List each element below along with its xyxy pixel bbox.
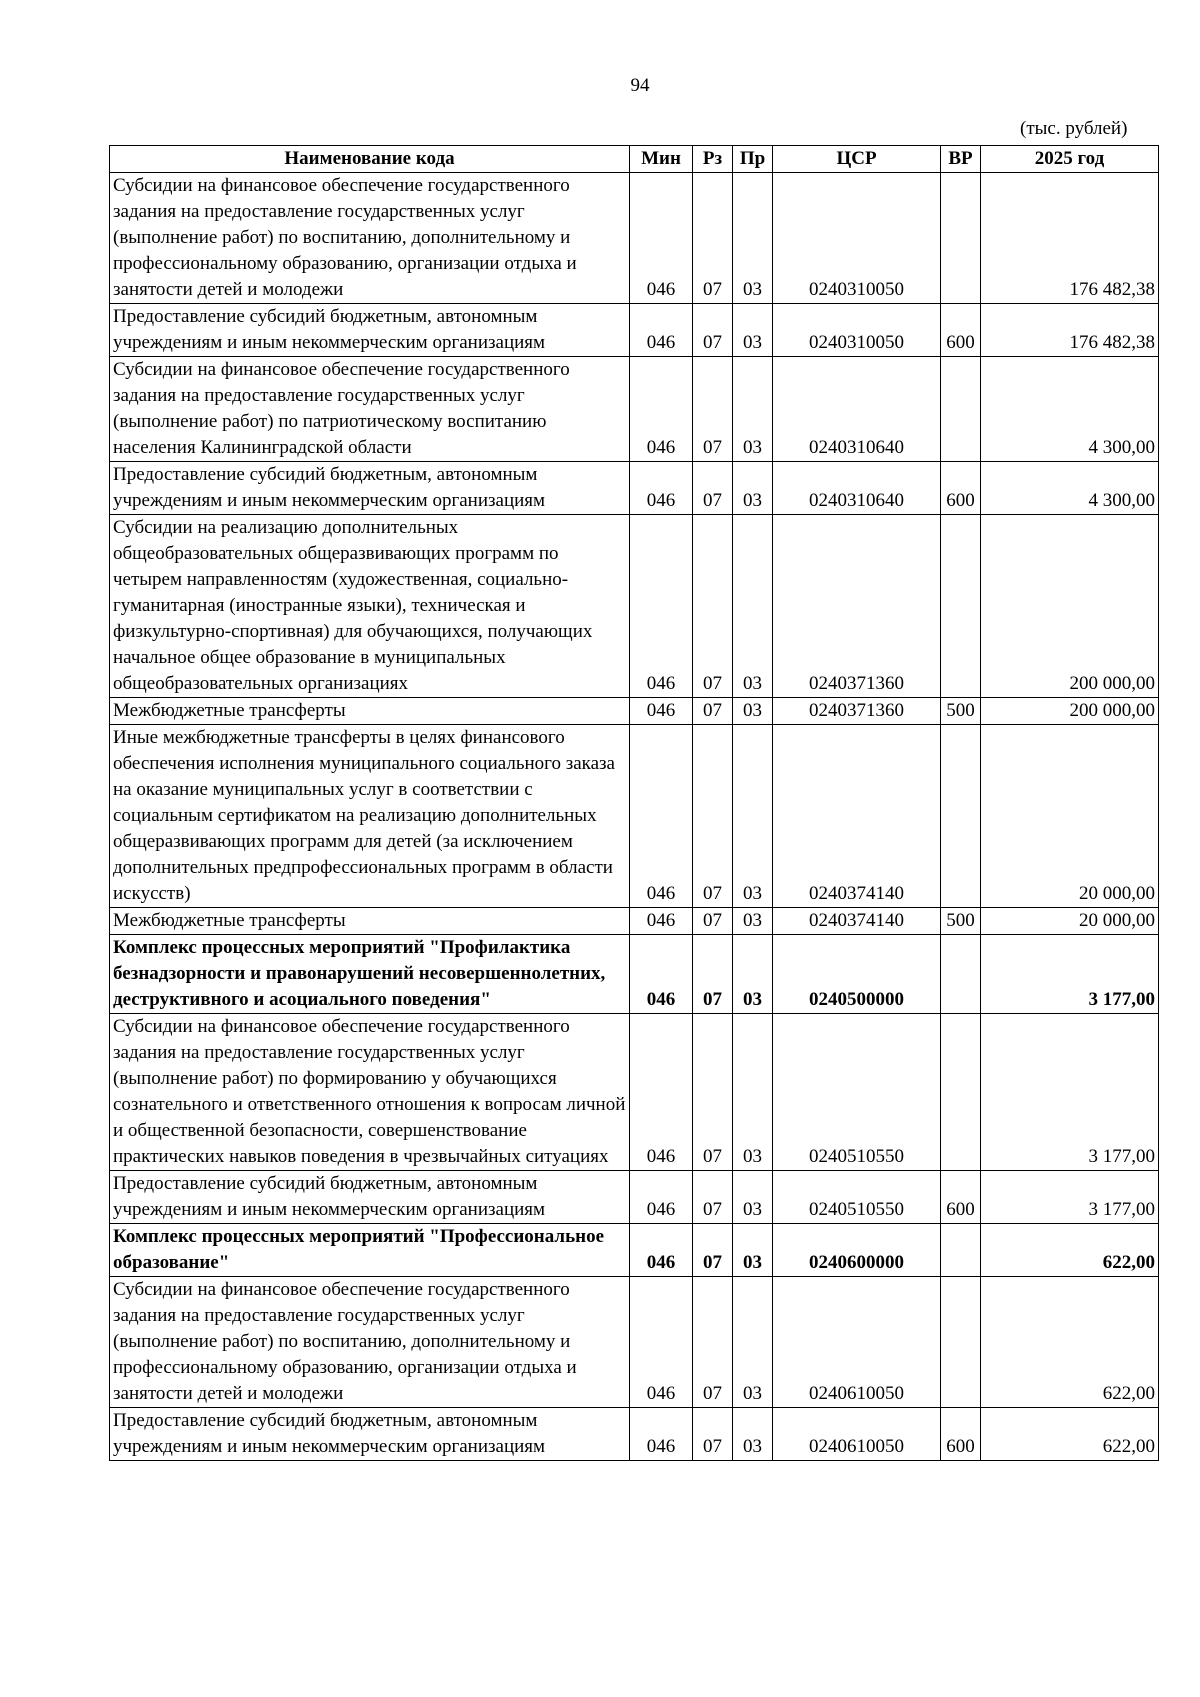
cell-amount: 176 482,38 (981, 173, 1159, 304)
cell-name: Субсидии на реализацию дополнительных общеобразовательных общеразвивающих программ по четырем направленностям (художественная, социально-гуманитарная (иностранные языки), техническая и физкультурно-спортивная) для обучающихся, получающих начальное общее образование в муниципальных общеобразовательных организациях (110, 515, 630, 698)
budget-table (109, 145, 1159, 1461)
cell-csr: 0240510550 (773, 1171, 941, 1224)
cell-csr: 0240310050 (773, 173, 941, 304)
cell-name: Предоставление субсидий бюджетным, автономным учреждениям и иным некоммерческим организациям (110, 1171, 630, 1224)
cell-pr: 03 (733, 1014, 773, 1171)
cell-pr: 03 (733, 698, 773, 725)
cell-vr: 600 (941, 1171, 981, 1224)
cell-min: 046 (630, 515, 693, 698)
cell-amount: 622,00 (981, 1277, 1159, 1408)
header-name: Наименование кода (110, 146, 630, 173)
cell-min: 046 (630, 173, 693, 304)
cell-amount: 3 177,00 (981, 1171, 1159, 1224)
cell-name: Межбюджетные трансферты (110, 698, 630, 725)
table-row (110, 173, 1159, 304)
cell-pr: 03 (733, 1224, 773, 1277)
cell-amount: 622,00 (981, 1224, 1159, 1277)
cell-rz: 07 (693, 1014, 733, 1171)
cell-vr: 500 (941, 698, 981, 725)
cell-name: Иные межбюджетные трансферты в целях финансового обеспечения исполнения муниципального социального заказа на оказание муниципальных услуг в соответствии с социальным сертификатом на реализацию дополнительных общеразвивающих программ для детей (за исключением дополнительных предпрофессиональных программ в области искусств) (110, 725, 630, 908)
cell-pr: 03 (733, 173, 773, 304)
cell-name: Субсидии на финансовое обеспечение государственного задания на предоставление государственных услуг (выполнение работ) по воспитанию, дополнительному и профессиональному образованию, организации отдыха и занятости детей и молодежи (110, 1277, 630, 1408)
cell-amount: 3 177,00 (981, 935, 1159, 1014)
cell-min: 046 (630, 698, 693, 725)
page-number: 94 (630, 75, 650, 96)
cell-amount: 176 482,38 (981, 304, 1159, 357)
cell-min: 046 (630, 462, 693, 515)
cell-pr: 03 (733, 1171, 773, 1224)
cell-pr: 03 (733, 1277, 773, 1408)
cell-rz: 07 (693, 1224, 733, 1277)
cell-rz: 07 (693, 462, 733, 515)
cell-amount: 4 300,00 (981, 462, 1159, 515)
cell-amount: 20 000,00 (981, 725, 1159, 908)
cell-csr: 0240374140 (773, 725, 941, 908)
cell-vr (941, 1014, 981, 1171)
cell-min: 046 (630, 935, 693, 1014)
cell-min: 046 (630, 1014, 693, 1171)
header-pr: Пр (733, 146, 773, 173)
cell-vr: 600 (941, 304, 981, 357)
cell-vr (941, 935, 981, 1014)
cell-name: Субсидии на финансовое обеспечение государственного задания на предоставление государственных услуг (выполнение работ) по формированию у обучающихся сознательного и ответственного отношения к вопросам личной и общественной безопасности, совершенствование практических навыков поведения в чрезвычайных ситуациях (110, 1014, 630, 1171)
table-row (110, 1224, 1159, 1277)
table-row (110, 515, 1159, 698)
cell-rz: 07 (693, 357, 733, 462)
header-rz: Рз (693, 146, 733, 173)
header-min: Мин (630, 146, 693, 173)
cell-vr (941, 1277, 981, 1408)
cell-csr: 0240310050 (773, 304, 941, 357)
cell-vr (941, 725, 981, 908)
cell-pr: 03 (733, 357, 773, 462)
cell-vr: 600 (941, 462, 981, 515)
units-label: (тыс. рублей) (1020, 118, 1128, 139)
cell-vr (941, 1224, 981, 1277)
cell-min: 046 (630, 908, 693, 935)
cell-rz: 07 (693, 1408, 733, 1461)
cell-csr: 0240510550 (773, 1014, 941, 1171)
table-row (110, 1277, 1159, 1408)
cell-min: 046 (630, 1171, 693, 1224)
table-row (110, 357, 1159, 462)
cell-min: 046 (630, 725, 693, 908)
table-row (110, 908, 1159, 935)
cell-pr: 03 (733, 462, 773, 515)
header-vr: ВР (941, 146, 981, 173)
cell-csr: 0240310640 (773, 462, 941, 515)
header-year: 2025 год (981, 146, 1159, 173)
table-row (110, 1014, 1159, 1171)
cell-csr: 0240500000 (773, 935, 941, 1014)
cell-csr: 0240310640 (773, 357, 941, 462)
table-row (110, 304, 1159, 357)
cell-rz: 07 (693, 304, 733, 357)
cell-min: 046 (630, 1224, 693, 1277)
cell-pr: 03 (733, 908, 773, 935)
table-row (110, 1408, 1159, 1461)
cell-rz: 07 (693, 935, 733, 1014)
cell-name: Субсидии на финансовое обеспечение государственного задания на предоставление государственных услуг (выполнение работ) по воспитанию, дополнительному и профессиональному образованию, организации отдыха и занятости детей и молодежи (110, 173, 630, 304)
cell-rz: 07 (693, 698, 733, 725)
cell-amount: 622,00 (981, 1408, 1159, 1461)
cell-pr: 03 (733, 1408, 773, 1461)
cell-pr: 03 (733, 515, 773, 698)
cell-vr: 600 (941, 1408, 981, 1461)
cell-rz: 07 (693, 1277, 733, 1408)
cell-amount: 4 300,00 (981, 357, 1159, 462)
cell-amount: 200 000,00 (981, 698, 1159, 725)
cell-rz: 07 (693, 173, 733, 304)
cell-amount: 3 177,00 (981, 1014, 1159, 1171)
cell-vr: 500 (941, 908, 981, 935)
cell-name: Комплекс процессных мероприятий "Профессиональное образование" (110, 1224, 630, 1277)
cell-min: 046 (630, 357, 693, 462)
cell-csr: 0240371360 (773, 698, 941, 725)
cell-name: Предоставление субсидий бюджетным, автономным учреждениям и иным некоммерческим организациям (110, 462, 630, 515)
cell-amount: 20 000,00 (981, 908, 1159, 935)
cell-rz: 07 (693, 908, 733, 935)
cell-pr: 03 (733, 725, 773, 908)
table-row (110, 935, 1159, 1014)
cell-rz: 07 (693, 725, 733, 908)
cell-name: Межбюджетные трансферты (110, 908, 630, 935)
table-row (110, 1171, 1159, 1224)
cell-csr: 0240371360 (773, 515, 941, 698)
cell-name: Комплекс процессных мероприятий "Профилактика безнадзорности и правонарушений несовершеннолетних, деструктивного и асоциального поведения" (110, 935, 630, 1014)
cell-rz: 07 (693, 1171, 733, 1224)
cell-rz: 07 (693, 515, 733, 698)
cell-csr: 0240610050 (773, 1277, 941, 1408)
cell-vr (941, 357, 981, 462)
cell-min: 046 (630, 304, 693, 357)
cell-min: 046 (630, 1277, 693, 1408)
cell-amount: 200 000,00 (981, 515, 1159, 698)
table-body (110, 173, 1159, 1461)
cell-pr: 03 (733, 304, 773, 357)
table-row (110, 462, 1159, 515)
table-row (110, 725, 1159, 908)
cell-name: Предоставление субсидий бюджетным, автономным учреждениям и иным некоммерческим организациям (110, 1408, 630, 1461)
table-header-row (110, 146, 1159, 173)
cell-vr (941, 173, 981, 304)
cell-name: Предоставление субсидий бюджетным, автономным учреждениям и иным некоммерческим организациям (110, 304, 630, 357)
cell-min: 046 (630, 1408, 693, 1461)
header-csr: ЦСР (773, 146, 941, 173)
cell-vr (941, 515, 981, 698)
cell-csr: 0240610050 (773, 1408, 941, 1461)
cell-pr: 03 (733, 935, 773, 1014)
table-row (110, 698, 1159, 725)
cell-csr: 0240600000 (773, 1224, 941, 1277)
cell-name: Субсидии на финансовое обеспечение государственного задания на предоставление государственных услуг (выполнение работ) по патриотическому воспитанию населения Калининградской области (110, 357, 630, 462)
cell-csr: 0240374140 (773, 908, 941, 935)
